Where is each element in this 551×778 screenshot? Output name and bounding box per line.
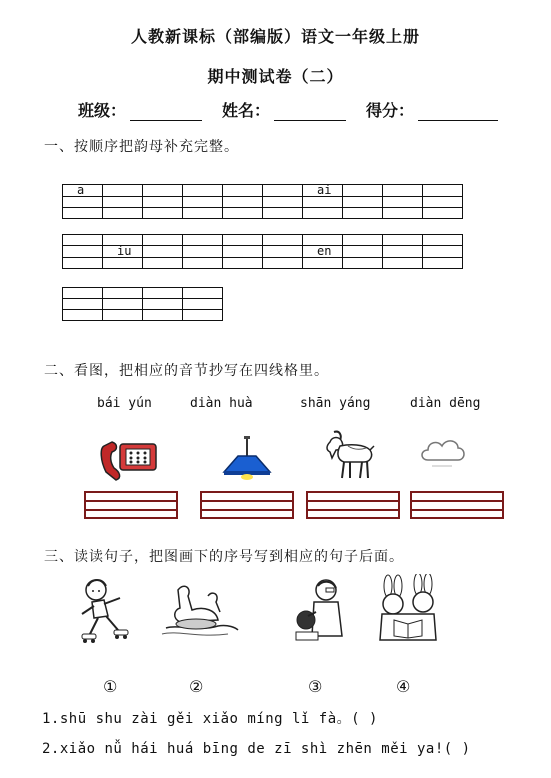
grid-cell[interactable] xyxy=(303,197,343,208)
picture-number: ② xyxy=(189,677,204,696)
grid-cell[interactable] xyxy=(383,197,423,208)
grid-cell[interactable] xyxy=(63,299,103,310)
grid-cell[interactable] xyxy=(423,258,463,269)
grid-cell[interactable] xyxy=(143,310,183,321)
grid-cell[interactable] xyxy=(383,185,423,197)
grid-cell[interactable] xyxy=(423,235,463,246)
score-label: 得分： xyxy=(366,101,415,120)
picture-number: ① xyxy=(103,677,118,696)
cloud-image xyxy=(418,434,468,470)
vowel-grid-3 xyxy=(62,287,223,321)
grid-cell[interactable] xyxy=(383,258,423,269)
telephone-image xyxy=(96,432,160,484)
grid-cell[interactable] xyxy=(143,246,183,258)
grid-cell[interactable] xyxy=(263,185,303,197)
skater-image xyxy=(74,576,138,646)
worksheet-subtitle: 期中测试卷（二） xyxy=(207,67,344,86)
syllable-label: shān yáng xyxy=(300,396,371,411)
grid-cell[interactable] xyxy=(103,310,143,321)
grid-cell[interactable]: a xyxy=(63,185,103,197)
name-blank[interactable] xyxy=(274,103,346,121)
grid-row xyxy=(63,197,463,208)
grid-cell[interactable] xyxy=(103,208,143,219)
class-field xyxy=(78,98,202,121)
vowel-grid-1 xyxy=(62,184,463,219)
name-label: 姓名： xyxy=(222,101,271,120)
grid-cell[interactable] xyxy=(423,185,463,197)
grid-cell[interactable] xyxy=(223,197,263,208)
vowel-grid-2 xyxy=(62,234,463,269)
grid-cell[interactable] xyxy=(383,208,423,219)
grid-cell[interactable] xyxy=(63,258,103,269)
grid-cell[interactable] xyxy=(343,258,383,269)
grid-cell[interactable] xyxy=(343,185,383,197)
grid-cell[interactable] xyxy=(143,258,183,269)
grid-cell[interactable] xyxy=(63,288,103,299)
grid-cell[interactable] xyxy=(183,299,223,310)
grid-cell[interactable] xyxy=(423,246,463,258)
grid-row xyxy=(63,258,463,269)
grid-cell[interactable] xyxy=(143,185,183,197)
grid-cell[interactable] xyxy=(143,197,183,208)
grid-row xyxy=(63,310,223,321)
grid-cell[interactable] xyxy=(223,258,263,269)
grid-cell[interactable] xyxy=(63,246,103,258)
grid-cell[interactable] xyxy=(263,235,303,246)
grid-cell[interactable] xyxy=(183,235,223,246)
grid-cell[interactable] xyxy=(223,185,263,197)
four-line-grid[interactable] xyxy=(410,491,504,519)
grid-row xyxy=(63,246,463,258)
lamp-image xyxy=(218,434,276,482)
grid-cell[interactable] xyxy=(263,197,303,208)
four-line-grid[interactable] xyxy=(200,491,294,519)
grid-cell[interactable] xyxy=(63,208,103,219)
syllable-label: diàn dēng xyxy=(410,396,481,411)
grid-cell[interactable] xyxy=(183,208,223,219)
grid-row xyxy=(63,208,463,219)
grid-cell[interactable]: ai xyxy=(303,185,343,197)
grid-cell[interactable] xyxy=(223,235,263,246)
worksheet-title: 人教新课标（部编版）语文一年级上册 xyxy=(130,27,420,46)
syllable-label: bái yún xyxy=(97,396,152,411)
grid-cell[interactable] xyxy=(103,197,143,208)
grid-row xyxy=(63,299,223,310)
grid-cell[interactable]: en xyxy=(303,246,343,258)
grid-cell[interactable] xyxy=(63,310,103,321)
grid-cell[interactable] xyxy=(103,185,143,197)
grid-cell[interactable] xyxy=(63,197,103,208)
section3-heading: 三、读读句子，把图画下的序号写到相应的句子后面。 xyxy=(44,549,404,565)
grid-cell[interactable] xyxy=(303,258,343,269)
grid-cell[interactable]: iu xyxy=(103,246,143,258)
grid-cell[interactable] xyxy=(263,258,303,269)
name-field xyxy=(222,98,346,121)
grid-cell[interactable] xyxy=(343,208,383,219)
grid-cell[interactable] xyxy=(63,235,103,246)
sentence-2[interactable]: 2.xiǎo nǚ hái huá bīng de zī shì zhēn měi ya!( ) xyxy=(42,741,471,757)
grid-row xyxy=(63,288,223,299)
grid-cell[interactable] xyxy=(143,208,183,219)
grid-cell[interactable] xyxy=(343,197,383,208)
sentence-1[interactable]: 1.shū shu zài gěi xiǎo míng lǐ fà。( ) xyxy=(42,711,378,727)
grid-row xyxy=(63,185,463,197)
grid-cell[interactable] xyxy=(423,208,463,219)
class-label: 班级： xyxy=(78,101,127,120)
grid-cell[interactable] xyxy=(143,235,183,246)
grid-cell[interactable] xyxy=(183,246,223,258)
picture-number: ④ xyxy=(396,677,411,696)
grid-cell[interactable] xyxy=(143,288,183,299)
grid-cell[interactable] xyxy=(343,246,383,258)
rabbits-image xyxy=(376,574,442,644)
grid-cell[interactable] xyxy=(223,208,263,219)
section1-heading: 一、按顺序把韵母补充完整。 xyxy=(44,139,239,155)
grid-cell[interactable] xyxy=(383,235,423,246)
picture-number: ③ xyxy=(308,677,323,696)
grid-cell[interactable] xyxy=(183,258,223,269)
grid-cell[interactable] xyxy=(423,197,463,208)
section2-heading: 二、看图，把相应的音节抄写在四线格里。 xyxy=(44,363,329,379)
grid-cell[interactable] xyxy=(103,299,143,310)
grid-cell[interactable] xyxy=(263,246,303,258)
goat-image xyxy=(320,428,376,482)
class-blank[interactable] xyxy=(130,103,202,121)
grid-cell[interactable] xyxy=(103,258,143,269)
grid-cell[interactable] xyxy=(303,208,343,219)
grid-cell[interactable] xyxy=(103,288,143,299)
score-blank[interactable] xyxy=(418,103,498,121)
grid-cell[interactable] xyxy=(343,235,383,246)
syllable-label: diàn huà xyxy=(190,396,253,411)
grid-cell[interactable] xyxy=(143,299,183,310)
four-line-grid[interactable] xyxy=(306,491,400,519)
ducks-image xyxy=(158,580,242,642)
grid-cell[interactable] xyxy=(383,246,423,258)
grid-cell[interactable] xyxy=(183,185,223,197)
grid-cell[interactable] xyxy=(223,246,263,258)
haircut-image xyxy=(292,576,350,642)
four-line-grid[interactable] xyxy=(84,491,178,519)
score-field xyxy=(366,98,498,121)
grid-cell[interactable] xyxy=(183,310,223,321)
grid-cell[interactable] xyxy=(263,208,303,219)
grid-cell[interactable] xyxy=(183,288,223,299)
grid-cell[interactable] xyxy=(183,197,223,208)
